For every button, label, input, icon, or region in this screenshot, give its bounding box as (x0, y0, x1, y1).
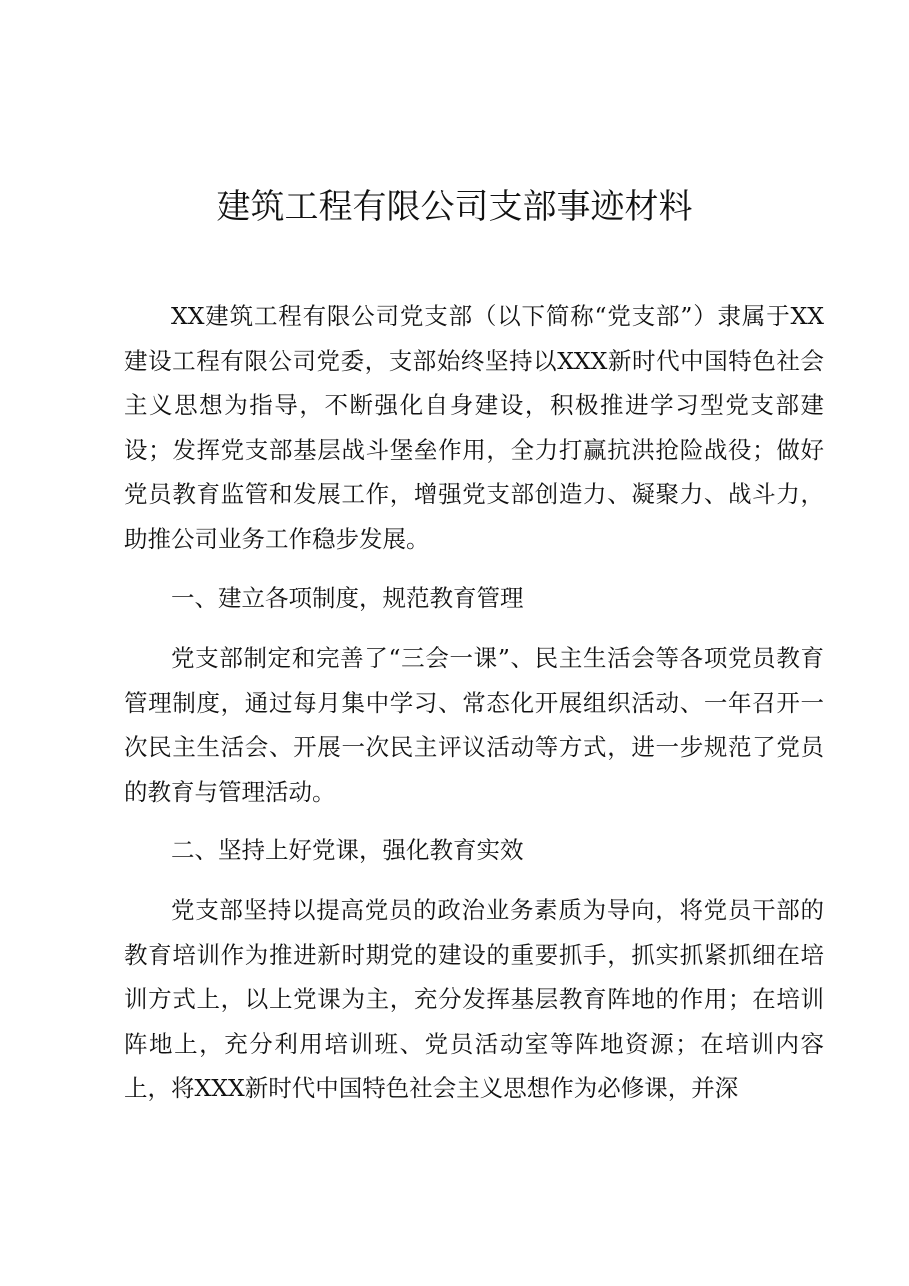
section-body-1: 党支部制定和完善了“三会一课”、民主生活会等各项党员教育管理制度，通过每月集中学习、常态化开展组织活动、一年召开一次民主生活会、开展一次民主评议活动等方式，进一步规范了党员的教育与管理活动。 (124, 644, 824, 806)
intro-paragraph: XX建筑工程有限公司党支部（以下简称“党支部”）隶属于XX建设工程有限公司党委，支部始终坚持以XXX新时代中国特色社会主义思想为指导，不断强化自身建设，积极推进学习型党支部建设；发挥党支部基层战斗堡垒作用，全力打赢抗洪抢险战役；做好党员教育监管和发展工作，增强党支部创造力、凝聚力、战斗力，助推公司业务工作稳步发展。 (124, 302, 824, 553)
section-heading-2: 二、坚持上好党课，强化教育实效 (171, 836, 524, 864)
document-title: 建筑工程有限公司支部事迹材料 (216, 187, 693, 227)
section-heading-1: 一、建立各项制度，规范教育管理 (171, 584, 524, 612)
section-body-2: 党支部坚持以提高党员的政治业务素质为导向，将党员干部的教育培训作为推进新时期党的建设的重要抓手，抓实抓紧抓细在培训方式上，以上党课为主，充分发挥基层教育阵地的作用；在培训阵地上，充分利用培训班、党员活动室等阵地资源；在培训内容上，将XXX新时代中国特色社会主义思想作为必修课，并深 (124, 896, 824, 1103)
